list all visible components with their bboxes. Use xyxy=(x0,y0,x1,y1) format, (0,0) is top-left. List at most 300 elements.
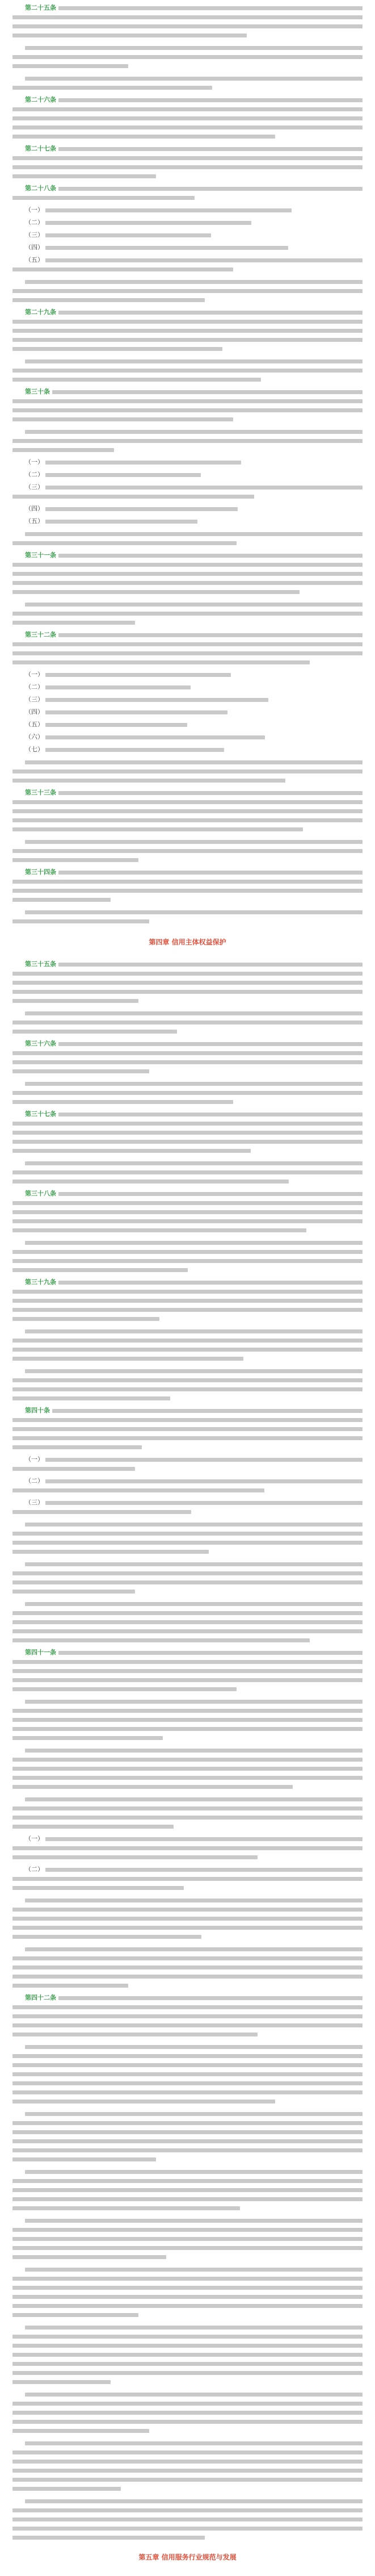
text-row xyxy=(12,1715,363,1724)
text-row xyxy=(12,600,363,609)
text-line xyxy=(25,1700,363,1704)
text-line xyxy=(12,1638,310,1642)
text-line xyxy=(12,642,363,646)
text-row xyxy=(12,895,363,904)
text-line xyxy=(25,2112,363,2116)
text-row xyxy=(12,1657,363,1666)
text-row xyxy=(12,1529,363,1538)
text-row xyxy=(12,2167,363,2176)
text-line xyxy=(12,1825,174,1829)
text-line xyxy=(12,1816,363,1820)
article-label: 第三十条 xyxy=(25,388,50,395)
text-row xyxy=(12,206,363,215)
text-line xyxy=(12,126,363,129)
text-row xyxy=(12,31,363,40)
text-line xyxy=(25,1797,363,1801)
text-line xyxy=(25,1602,363,1606)
text-line xyxy=(45,1501,363,1505)
list-marker: （一） xyxy=(25,1835,44,1842)
text-row xyxy=(12,695,363,704)
list-marker: （二） xyxy=(25,1477,44,1484)
text-line xyxy=(12,2460,363,2464)
text-line xyxy=(25,1898,363,1902)
article xyxy=(12,1993,363,2039)
list-item xyxy=(12,470,363,479)
list-item xyxy=(12,1477,363,1495)
text-line xyxy=(12,165,363,169)
text-row xyxy=(12,2176,363,2185)
text-line xyxy=(12,2130,363,2134)
text-row xyxy=(12,415,363,424)
text-line xyxy=(12,2429,149,2433)
text-line xyxy=(25,2045,363,2049)
text-row xyxy=(12,2399,363,2408)
text-row xyxy=(12,1464,363,1473)
text-line xyxy=(58,1651,363,1655)
text-row xyxy=(12,2283,363,2292)
text-line xyxy=(25,1161,363,1165)
text-row xyxy=(12,1336,363,1345)
list-marker: （二） xyxy=(25,683,44,691)
article-label: 第三十二条 xyxy=(25,631,56,638)
paragraph xyxy=(12,1009,363,1036)
article xyxy=(12,95,363,141)
text-row xyxy=(12,1375,363,1385)
text-row xyxy=(12,1048,363,1057)
text-line xyxy=(12,2411,363,2415)
text-row xyxy=(12,1057,363,1067)
text-line xyxy=(12,1467,135,1471)
text-line xyxy=(12,399,363,403)
list-marker: （五） xyxy=(25,517,44,525)
text-line xyxy=(12,1926,363,1930)
text-row xyxy=(12,1198,363,1207)
list-marker: （四） xyxy=(25,708,44,716)
text-row xyxy=(12,1168,363,1177)
text-row xyxy=(12,1433,363,1442)
text-line xyxy=(12,1776,363,1780)
text-row xyxy=(12,317,363,326)
text-row xyxy=(12,2377,363,2386)
text-line xyxy=(12,1590,135,1594)
text-line xyxy=(12,2090,363,2094)
text-line xyxy=(12,1532,363,1536)
text-row xyxy=(12,1137,363,1146)
text-line xyxy=(12,1418,363,1422)
list-item xyxy=(12,1834,363,1862)
text-row xyxy=(12,1189,363,1198)
text-row xyxy=(12,1110,363,1119)
article-label: 第三十五条 xyxy=(25,960,56,968)
text-line xyxy=(45,1837,363,1841)
text-line xyxy=(12,1550,209,1554)
text-line xyxy=(25,77,363,81)
list-marker: （三） xyxy=(25,696,44,703)
text-line xyxy=(52,390,363,394)
text-line xyxy=(12,898,111,902)
text-row xyxy=(12,2323,363,2332)
text-line xyxy=(12,1100,233,1104)
text-row xyxy=(12,2194,363,2203)
text-line xyxy=(45,473,201,477)
text-row xyxy=(12,2332,363,2341)
article xyxy=(12,551,363,596)
paragraph xyxy=(12,1159,363,1186)
text-row xyxy=(12,825,363,834)
paragraph xyxy=(12,2439,363,2493)
text-row xyxy=(12,2265,363,2274)
text-line xyxy=(12,2335,363,2339)
text-row xyxy=(12,2390,363,2399)
list-item xyxy=(12,670,363,679)
text-line xyxy=(12,1727,363,1731)
text-line xyxy=(12,563,363,567)
text-line xyxy=(25,2441,363,2445)
text-line xyxy=(12,1736,163,1740)
text-row xyxy=(12,1782,363,1791)
text-row xyxy=(12,517,363,526)
article xyxy=(12,184,363,202)
text-row xyxy=(12,1834,363,1843)
text-row xyxy=(12,720,363,729)
text-line xyxy=(12,2402,363,2406)
text-row xyxy=(12,1406,363,1415)
text-row xyxy=(12,2368,363,2377)
text-row xyxy=(12,1684,363,1693)
text-row xyxy=(12,1755,363,1764)
text-row xyxy=(12,1226,363,1235)
text-line xyxy=(12,2246,363,2250)
text-line xyxy=(45,1868,363,1872)
text-row xyxy=(12,776,363,785)
text-row xyxy=(12,609,363,618)
text-row xyxy=(12,2225,363,2234)
text-line xyxy=(12,1669,363,1673)
text-line xyxy=(12,347,222,351)
text-row xyxy=(12,43,363,52)
paragraph xyxy=(12,908,363,926)
text-line xyxy=(12,289,363,293)
text-line xyxy=(12,849,363,853)
text-line xyxy=(12,1445,142,1449)
article-label: 第二十六条 xyxy=(25,96,56,103)
text-row xyxy=(12,560,363,569)
list-item xyxy=(12,1455,363,1473)
text-row xyxy=(12,1813,363,1822)
paragraph xyxy=(12,2496,363,2542)
text-row xyxy=(12,193,363,202)
list-marker: （六） xyxy=(25,733,44,741)
text-row xyxy=(12,22,363,31)
text-row xyxy=(12,1972,363,1981)
text-row xyxy=(12,1706,363,1715)
paragraph xyxy=(12,1327,363,1363)
text-line xyxy=(12,107,363,111)
text-line xyxy=(12,267,233,271)
text-row xyxy=(12,445,363,454)
text-line xyxy=(58,311,363,315)
text-row xyxy=(12,265,363,274)
list-item xyxy=(12,683,363,692)
text-line xyxy=(12,1427,363,1431)
text-line xyxy=(12,1069,149,1073)
text-row xyxy=(12,960,363,969)
text-line xyxy=(25,1562,363,1566)
text-line xyxy=(25,359,363,363)
text-line xyxy=(58,1996,363,2000)
list-item xyxy=(12,720,363,729)
text-line xyxy=(12,981,363,985)
text-row xyxy=(12,1724,363,1733)
text-row xyxy=(12,2042,363,2051)
text-row xyxy=(12,1345,363,1354)
text-line xyxy=(12,2228,363,2232)
text-row xyxy=(12,1944,363,1954)
text-line xyxy=(12,1387,363,1391)
article xyxy=(12,788,363,834)
text-line xyxy=(25,1082,363,1086)
text-row xyxy=(12,1804,363,1813)
text-line xyxy=(25,532,363,536)
text-row xyxy=(12,1954,363,1963)
text-row xyxy=(12,658,363,667)
text-row xyxy=(12,2359,363,2368)
text-line xyxy=(12,1219,363,1223)
text-line xyxy=(12,2313,138,2317)
text-row xyxy=(12,1617,363,1626)
text-line xyxy=(12,156,363,160)
text-line xyxy=(12,2033,258,2036)
text-row xyxy=(12,1538,363,1547)
text-row xyxy=(12,639,363,649)
text-line xyxy=(25,2499,363,2503)
text-line xyxy=(12,2237,363,2241)
text-row xyxy=(12,1327,363,1336)
text-row xyxy=(12,1256,363,1265)
text-row xyxy=(12,2448,363,2457)
text-row xyxy=(12,1442,363,1452)
text-line xyxy=(58,633,363,637)
text-row xyxy=(12,1424,363,1433)
article-label: 第二十七条 xyxy=(25,145,56,152)
paragraph xyxy=(12,277,363,304)
text-row xyxy=(12,1477,363,1486)
text-line xyxy=(12,2536,205,2540)
article-label: 第二十八条 xyxy=(25,185,56,192)
text-row xyxy=(12,172,363,181)
chapter-title: 第四章 信用主体权益保护 xyxy=(149,938,226,946)
text-line xyxy=(12,2450,363,2454)
text-line xyxy=(12,55,363,59)
text-row xyxy=(12,1415,363,1424)
text-line xyxy=(58,1281,363,1285)
text-line xyxy=(12,770,363,773)
text-line xyxy=(12,408,363,412)
text-line xyxy=(12,990,363,994)
text-row xyxy=(12,1993,363,2002)
text-row xyxy=(12,2341,363,2350)
paragraph xyxy=(12,529,363,547)
text-line xyxy=(25,2268,363,2272)
text-row xyxy=(12,123,363,132)
paragraph xyxy=(12,427,363,454)
text-line xyxy=(12,1629,363,1633)
text-line xyxy=(58,147,363,151)
text-row xyxy=(12,816,363,825)
text-row xyxy=(12,806,363,816)
text-row xyxy=(12,1963,363,1972)
text-line xyxy=(12,2286,363,2290)
list-item xyxy=(12,218,363,227)
text-row xyxy=(12,492,363,501)
text-line xyxy=(12,1339,363,1343)
text-line xyxy=(12,2518,363,2521)
text-row xyxy=(12,2097,363,2106)
article xyxy=(12,1039,363,1076)
text-row xyxy=(12,1507,363,1516)
text-line xyxy=(12,1268,188,1272)
list-marker: （一） xyxy=(25,458,44,466)
text-row xyxy=(12,1896,363,1905)
text-row xyxy=(12,2417,363,2426)
article xyxy=(12,1110,363,1155)
text-line xyxy=(25,1241,363,1245)
text-line xyxy=(12,174,156,178)
paragraph xyxy=(12,1238,363,1274)
text-row xyxy=(12,1932,363,1941)
text-row xyxy=(12,184,363,193)
text-line xyxy=(25,2326,363,2330)
text-row xyxy=(12,1216,363,1226)
text-line xyxy=(12,2508,363,2512)
text-line xyxy=(12,1170,363,1174)
text-row xyxy=(12,1746,363,1755)
article-label: 第四十一条 xyxy=(25,1649,56,1656)
text-row xyxy=(12,618,363,627)
paragraph xyxy=(12,1896,363,1941)
text-row xyxy=(12,1486,363,1495)
text-row xyxy=(12,74,363,83)
text-line xyxy=(45,258,363,262)
text-row xyxy=(12,2439,363,2448)
text-row xyxy=(12,1159,363,1168)
text-line xyxy=(12,1378,363,1382)
text-line xyxy=(12,1806,363,1810)
text-row xyxy=(12,649,363,658)
text-row xyxy=(12,1764,363,1773)
text-row xyxy=(12,231,363,240)
text-row xyxy=(12,2118,363,2127)
text-row xyxy=(12,1146,363,1155)
text-row xyxy=(12,1852,363,1862)
text-line xyxy=(12,2487,121,2491)
text-line xyxy=(12,1966,363,1969)
text-row xyxy=(12,846,363,855)
text-line xyxy=(12,1149,251,1153)
list-item xyxy=(12,256,363,274)
text-line xyxy=(12,2188,363,2192)
text-line xyxy=(12,1886,184,1890)
list-marker: （七） xyxy=(25,746,44,753)
text-row xyxy=(12,1865,363,1874)
text-row xyxy=(12,1569,363,1578)
list-marker: （二） xyxy=(25,219,44,226)
text-line xyxy=(12,2478,363,2482)
text-row xyxy=(12,569,363,578)
text-row xyxy=(12,1009,363,1018)
article-label: 第三十六条 xyxy=(25,1040,56,1047)
text-row xyxy=(12,2234,363,2243)
text-row xyxy=(12,1079,363,1088)
text-row xyxy=(12,2515,363,2524)
list-item xyxy=(12,1865,363,1892)
text-line xyxy=(12,1718,363,1722)
text-row xyxy=(12,1278,363,1287)
text-line xyxy=(12,1956,363,1960)
text-line xyxy=(12,2005,363,2009)
text-row xyxy=(12,286,363,295)
text-line xyxy=(12,2469,363,2473)
text-line xyxy=(12,800,363,804)
list-item xyxy=(12,504,363,513)
paragraph xyxy=(12,74,363,92)
text-line xyxy=(52,1409,363,1413)
text-row xyxy=(12,2079,363,2088)
article-label: 第三十八条 xyxy=(25,1190,56,1197)
text-line xyxy=(12,378,261,382)
text-row xyxy=(12,2012,363,2021)
text-row xyxy=(12,1547,363,1556)
text-line xyxy=(12,439,363,443)
text-row xyxy=(12,3,363,12)
text-line xyxy=(12,541,237,545)
text-row xyxy=(12,1874,363,1883)
text-line xyxy=(12,2344,363,2348)
text-row xyxy=(12,2506,363,2515)
text-row xyxy=(12,2069,363,2079)
text-line xyxy=(58,1192,363,1196)
text-row xyxy=(12,587,363,596)
text-line xyxy=(12,135,275,139)
list-item xyxy=(12,708,363,717)
list-item xyxy=(12,517,363,526)
text-line xyxy=(12,1122,363,1126)
list-marker: （三） xyxy=(25,1499,44,1506)
text-row xyxy=(12,2088,363,2097)
text-line xyxy=(12,1877,363,1881)
text-line xyxy=(12,2054,363,2058)
text-line xyxy=(25,2170,363,2174)
text-line xyxy=(12,1678,363,1682)
article xyxy=(12,630,363,667)
text-line xyxy=(12,2014,363,2018)
text-row xyxy=(12,114,363,123)
list-marker: （二） xyxy=(25,471,44,478)
text-line xyxy=(12,581,363,585)
paragraph xyxy=(12,837,363,864)
text-line xyxy=(12,2081,363,2085)
text-row xyxy=(12,2136,363,2146)
text-row xyxy=(12,2203,363,2213)
text-line xyxy=(12,196,195,200)
text-row xyxy=(12,2484,363,2493)
article xyxy=(12,308,363,353)
text-row xyxy=(12,1498,363,1507)
text-line xyxy=(45,685,191,689)
text-line xyxy=(12,1984,128,1988)
text-line xyxy=(45,748,224,752)
text-row xyxy=(12,2252,363,2261)
